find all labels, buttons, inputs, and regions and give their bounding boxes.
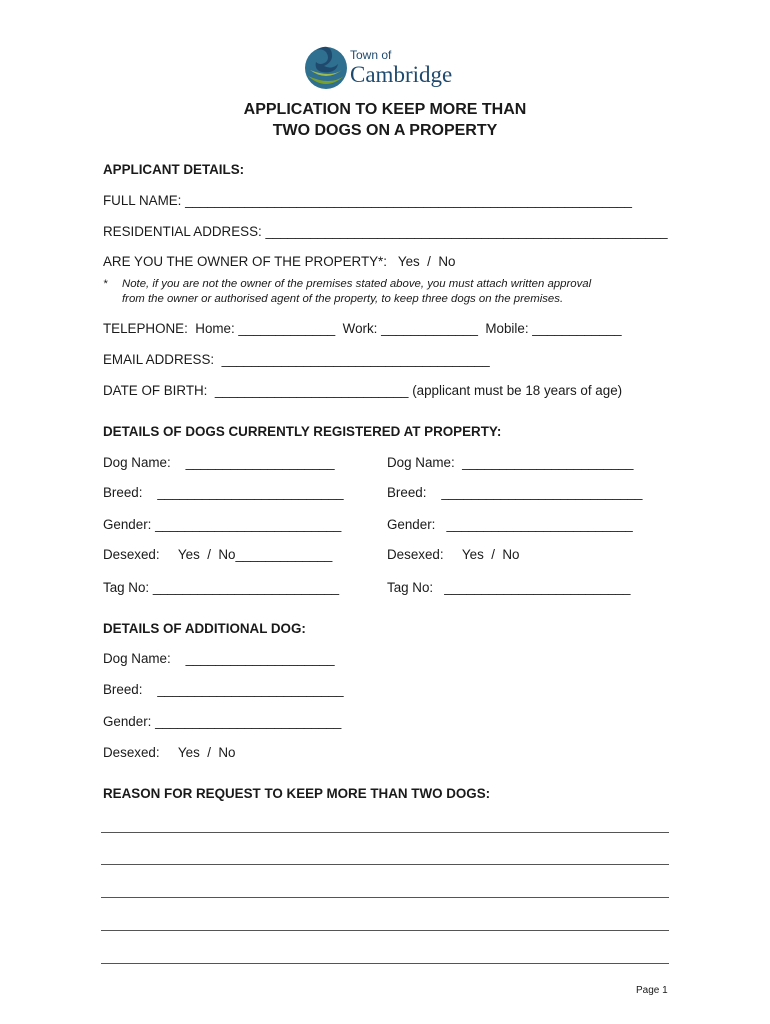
additional-desexed-field[interactable]: Desexed: Yes / No — [103, 745, 236, 760]
dog1-gender-field[interactable]: Gender: _________________________ — [103, 517, 342, 532]
telephone-field[interactable]: TELEPHONE: Home: _____________ Work: _____________ Mobile: ____________ — [103, 321, 622, 336]
additional-heading: DETAILS OF ADDITIONAL DOG: — [103, 621, 306, 636]
dog2-breed-field[interactable]: Breed: ___________________________ — [387, 485, 643, 500]
form-title-line1: APPLICATION TO KEEP MORE THAN — [243, 101, 527, 118]
dog2-name-field[interactable]: Dog Name: _______________________ — [387, 455, 634, 470]
email-field[interactable]: EMAIL ADDRESS: ____________________________________ — [103, 352, 490, 367]
logo-big-text: Cambridge — [350, 62, 453, 87]
reason-line[interactable] — [101, 963, 669, 964]
dog2-desexed-field[interactable]: Desexed: Yes / No — [387, 547, 520, 562]
additional-gender-field[interactable]: Gender: _________________________ — [103, 714, 342, 729]
additional-name-field[interactable]: Dog Name: ____________________ — [103, 651, 335, 666]
owner-question[interactable]: ARE YOU THE OWNER OF THE PROPERTY*: Yes / No — [103, 254, 456, 269]
dog1-tag-field[interactable]: Tag No: _________________________ — [103, 580, 340, 595]
page-number: Page 1 — [636, 985, 668, 996]
dog2-tag-field[interactable]: Tag No: _________________________ — [387, 580, 631, 595]
additional-breed-field[interactable]: Breed: _________________________ — [103, 682, 344, 697]
dog2-gender-field[interactable]: Gender: _________________________ — [387, 517, 633, 532]
address-field[interactable]: RESIDENTIAL ADDRESS: ______________________________________________________ — [103, 224, 668, 239]
reason-line[interactable] — [101, 930, 669, 931]
dog1-breed-field[interactable]: Breed: _________________________ — [103, 485, 344, 500]
reason-heading: REASON FOR REQUEST TO KEEP MORE THAN TWO DOGS: — [103, 786, 491, 801]
dog1-name-field[interactable]: Dog Name: ____________________ — [103, 455, 335, 470]
form-title-line2: TWO DOGS ON A PROPERTY — [272, 122, 498, 139]
applicant-heading: APPLICANT DETAILS: — [103, 162, 245, 177]
registered-heading: DETAILS OF DOGS CURRENTLY REGISTERED AT PROPERTY: — [103, 424, 502, 439]
reason-line[interactable] — [101, 897, 669, 898]
dog1-desexed-field[interactable]: Desexed: Yes / No_____________ — [103, 547, 333, 562]
reason-line[interactable] — [101, 832, 669, 833]
town-of-cambridge-logo — [300, 40, 475, 92]
note-line1: Note, if you are not the owner of the premises stated above, you must attach written approval — [122, 278, 592, 290]
note-line2: from the owner or authorised agent of the property, to keep three dogs on the premises. — [122, 293, 564, 305]
note-asterisk: * — [103, 278, 108, 290]
full-name-field[interactable]: FULL NAME: ____________________________________________________________ — [103, 193, 632, 208]
dob-field[interactable]: DATE OF BIRTH: __________________________ (applicant must be 18 years of age) — [103, 383, 623, 398]
logo-small-text: Town of — [350, 48, 392, 62]
reason-line[interactable] — [101, 864, 669, 865]
